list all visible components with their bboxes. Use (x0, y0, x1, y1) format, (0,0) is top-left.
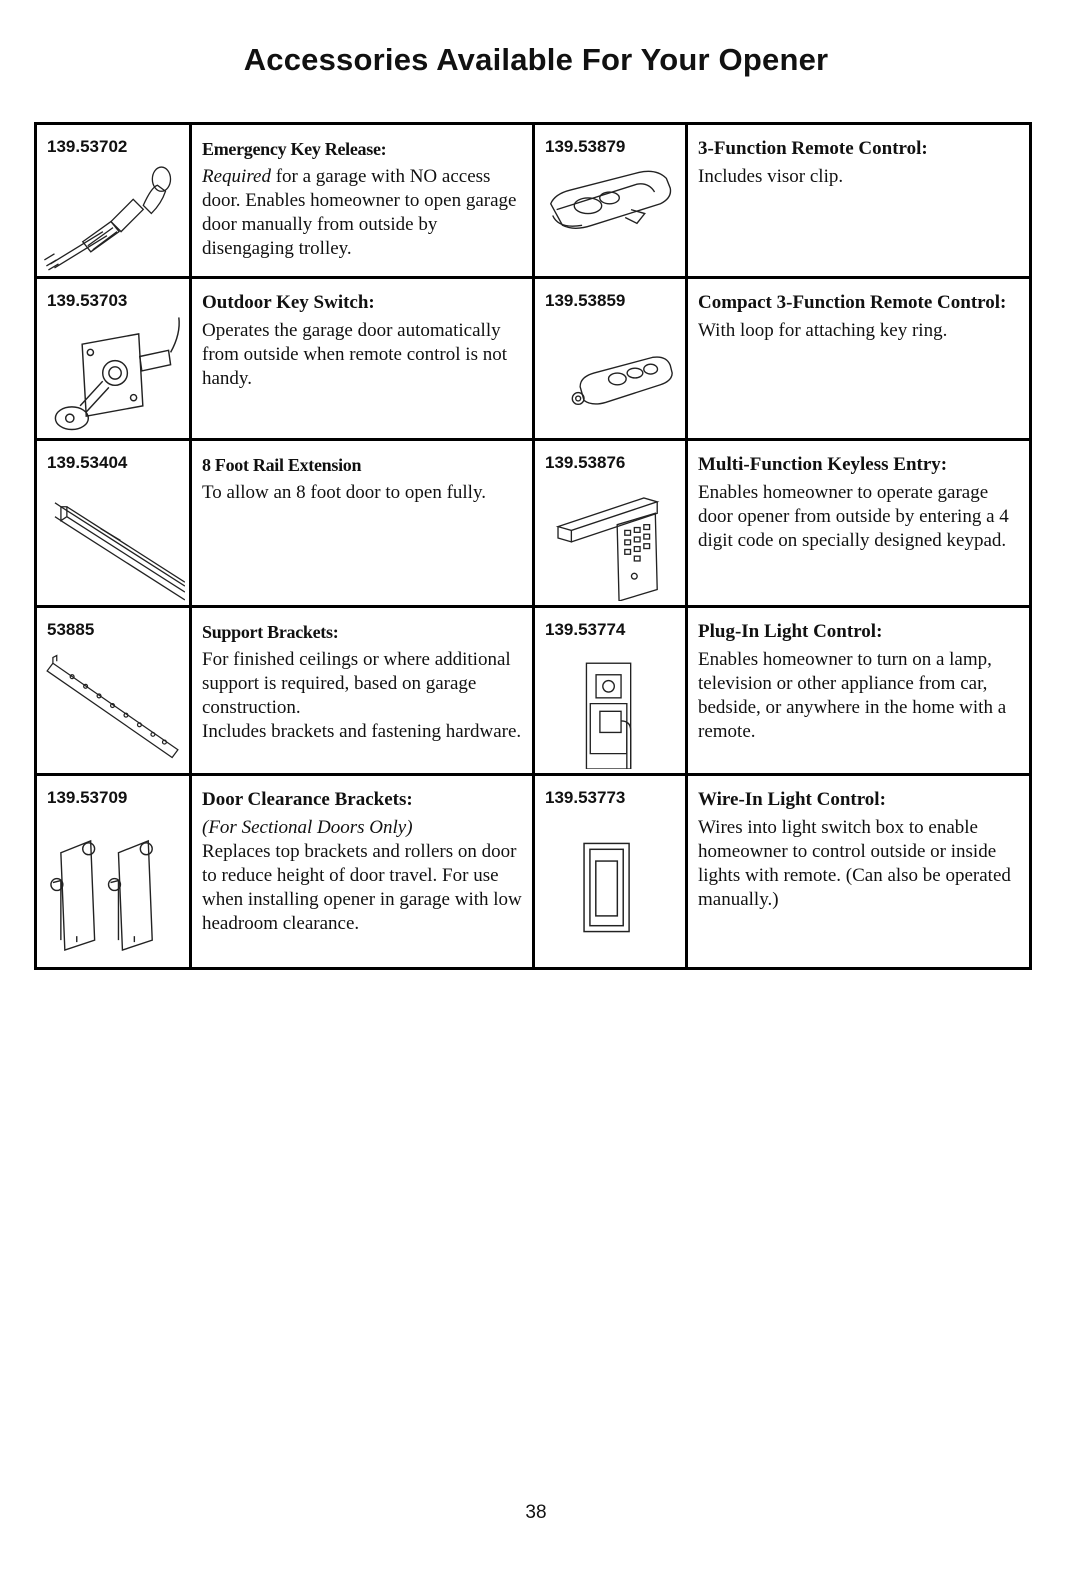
item-italic-note: (For Sectional Doors Only) (202, 817, 413, 838)
part-number: 139.53876 (545, 453, 626, 472)
part-cell-compact-remote (535, 279, 688, 441)
keypad-icon (539, 477, 681, 601)
item-description: Enables homeowner to turn on a lamp, television or other appliance from car, bedside, or anywhere in the home with a remote. (698, 649, 1007, 742)
rail-extension-icon (41, 477, 185, 601)
item-description: Wires into light switch box to enable homeowner to control outside or inside lights with remote. (Can also be operated manually.) (698, 817, 1011, 910)
desc-cell-plug-in-control (688, 608, 1029, 776)
item-heading: Multi-Function Keyless Entry: (698, 454, 948, 475)
desc-cell-key-switch (192, 279, 535, 441)
desc-cell-keypad (688, 441, 1029, 608)
part-number: 139.53702 (47, 137, 128, 156)
part-cell-key-switch (37, 279, 192, 441)
part-number: 139.53404 (47, 453, 128, 472)
item-description: for a garage with NO access door. Enables homeowner to open garage door manually from outside by disengaging trolley. (202, 166, 517, 259)
item-description: Replaces top brackets and rollers on door to reduce height of door travel. For use when installing opener in garage with low headroom clearance. (202, 841, 522, 934)
item-heading: Wire-In Light Control: (698, 789, 886, 810)
part-cell-support-brackets (37, 608, 192, 776)
desc-cell-rail-extension (192, 441, 535, 608)
part-cell-door-clearance (37, 776, 192, 967)
support-bracket-icon (41, 644, 185, 769)
item-description: For finished ceilings or where additional support is required, based on garage construction. (202, 649, 511, 718)
page-number: 38 (525, 1502, 547, 1523)
plug-in-control-icon (539, 644, 681, 769)
part-number: 139.53709 (47, 788, 128, 807)
desc-cell-support-brackets (192, 608, 535, 776)
part-cell-rail-extension (37, 441, 192, 608)
part-number: 53885 (47, 620, 95, 639)
part-cell-keypad (535, 441, 688, 608)
desc-cell-remote-control (688, 125, 1029, 279)
remote-control-icon (539, 161, 681, 272)
part-number: 139.53703 (47, 291, 128, 310)
part-cell-plug-in-control (535, 608, 688, 776)
part-cell-emergency-key-release (37, 125, 192, 279)
part-number: 139.53773 (545, 788, 626, 807)
part-number: 139.53859 (545, 291, 626, 310)
item-heading: Emergency Key Release: (202, 139, 387, 159)
item-heading: Support Brackets: (202, 622, 339, 642)
emergency-key-release-icon (41, 161, 185, 272)
item-heading: Plug-In Light Control: (698, 621, 883, 642)
item-heading: Compact 3-Function Remote Control: (698, 292, 1007, 313)
accessories-table (34, 122, 1032, 970)
item-italic-lead: Required (202, 166, 271, 187)
part-number: 139.53879 (545, 137, 626, 156)
item-description-extra: Includes brackets and fastening hardware. (202, 721, 522, 742)
item-description: With loop for attaching key ring. (698, 320, 948, 341)
item-heading: 8 Foot Rail Extension (202, 455, 362, 475)
desc-cell-emergency-key-release (192, 125, 535, 279)
item-description: To allow an 8 foot door to open fully. (202, 482, 486, 503)
item-description: Includes visor clip. (698, 166, 844, 187)
key-switch-icon (41, 315, 185, 434)
desc-cell-wall-switch (688, 776, 1029, 967)
part-cell-wall-switch (535, 776, 688, 967)
item-heading: Outdoor Key Switch: (202, 292, 375, 313)
door-clearance-bracket-icon (41, 812, 185, 963)
page-title: Accessories Available For Your Opener (243, 42, 829, 77)
wall-switch-icon (539, 812, 681, 963)
part-cell-remote-control (535, 125, 688, 279)
desc-cell-compact-remote (688, 279, 1029, 441)
item-description: Enables homeowner to operate garage door opener from outside by entering a 4 digit code on specially designed keypad. (698, 482, 1009, 551)
item-heading: Door Clearance Brackets: (202, 789, 413, 810)
compact-remote-icon (539, 315, 681, 434)
item-heading: 3-Function Remote Control: (698, 138, 928, 159)
part-number: 139.53774 (545, 620, 626, 639)
item-description: Operates the garage door automatically from outside when remote control is not handy. (202, 320, 507, 389)
desc-cell-door-clearance (192, 776, 535, 967)
